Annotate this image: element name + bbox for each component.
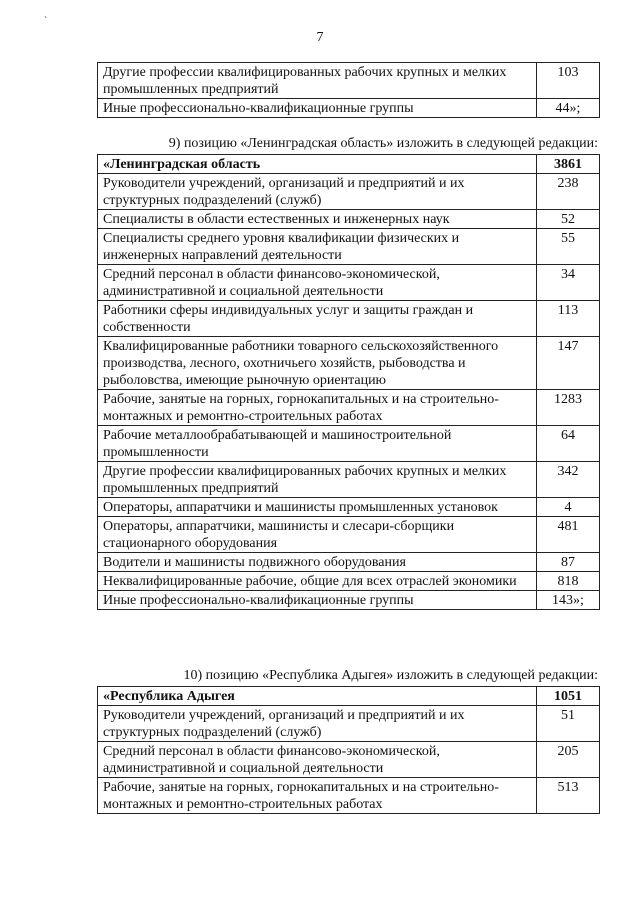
quota-value: 87 [537,553,600,572]
table-body [98,687,600,814]
quota-value: 55 [537,229,600,265]
quota-value: 143»; [537,591,600,610]
table-row [98,229,600,265]
region-name: «Республика Адыгея [98,687,537,706]
table-row [98,517,600,553]
table-row [98,63,600,99]
quota-value: 113 [537,301,600,337]
scan-mark: ` [44,16,48,27]
profession-group: Средний персонал в области финансово-экономической, административной и социальной деятельности [98,265,537,301]
quota-value: 481 [537,517,600,553]
table-row [98,572,600,591]
profession-group: Водители и машинисты подвижного оборудования [98,553,537,572]
profession-group: Руководители учреждений, организаций и предприятий и их структурных подразделений (служб) [98,706,537,742]
table-row [98,778,600,814]
section-9-intro: 9) позицию «Ленинградская область» изложить в следующей редакции: [168,136,598,151]
profession-group: Рабочие, занятые на горных, горнокапитальных и на строительно-монтажных и ремонтно-строительных работах [98,390,537,426]
table-row [98,706,600,742]
profession-group: Неквалифицированные рабочие, общие для всех отраслей экономики [98,572,537,591]
page-number: 7 [316,30,324,45]
table-row [98,553,600,572]
profession-group: Другие профессии квалифицированных рабочих крупных и мелких промышленных предприятий [98,63,537,99]
table-leningrad-oblast [97,154,600,610]
quota-value: 44»; [537,99,600,118]
quota-value: 513 [537,778,600,814]
quota-value: 4 [537,498,600,517]
table-row [98,301,600,337]
quota-value: 238 [537,174,600,210]
table-row [98,390,600,426]
table-header-row [98,155,600,174]
quota-value: 147 [537,337,600,390]
quota-value: 205 [537,742,600,778]
profession-group: Специалисты в области естественных и инженерных наук [98,210,537,229]
profession-group: Работники сферы индивидуальных услуг и защиты граждан и собственности [98,301,537,337]
profession-group: Руководители учреждений, организаций и предприятий и их структурных подразделений (служб) [98,174,537,210]
quota-value: 103 [537,63,600,99]
quota-value: 51 [537,706,600,742]
quota-value: 342 [537,462,600,498]
quota-value: 1283 [537,390,600,426]
profession-group: Специалисты среднего уровня квалификации физических и инженерных направлений деятельности [98,229,537,265]
quota-value: 52 [537,210,600,229]
table-body [98,155,600,610]
table-row [98,337,600,390]
profession-group: Операторы, аппаратчики, машинисты и слесари-сборщики стационарного оборудования [98,517,537,553]
table-row [98,742,600,778]
table-row [98,591,600,610]
table-row [98,265,600,301]
profession-group: Средний персонал в области финансово-экономической, административной и социальной деятельности [98,742,537,778]
region-total: 1051 [537,687,600,706]
table-row [98,498,600,517]
quota-value: 64 [537,426,600,462]
table-republic-adygea [97,686,600,814]
table-body [98,63,600,118]
quota-value: 818 [537,572,600,591]
profession-group: Другие профессии квалифицированных рабочих крупных и мелких промышленных предприятий [98,462,537,498]
region-name: «Ленинградская область [98,155,537,174]
profession-group: Иные профессионально-квалификационные группы [98,99,537,118]
table-row [98,462,600,498]
profession-group: Операторы, аппаратчики и машинисты промышленных установок [98,498,537,517]
region-total: 3861 [537,155,600,174]
table-row [98,210,600,229]
profession-group: Рабочие металлообрабатывающей и машиностроительной промышленности [98,426,537,462]
table-row [98,99,600,118]
table-continuation [97,62,600,118]
profession-group: Иные профессионально-квалификационные группы [98,591,537,610]
profession-group: Рабочие, занятые на горных, горнокапитальных и на строительно-монтажных и ремонтно-строительных работах [98,778,537,814]
profession-group: Квалифицированные работники товарного сельскохозяйственного производства, лесного, охотничьего хозяйств, рыбоводства и рыболовства, имеющие рыночную ориентацию [98,337,537,390]
section-10-intro: 10) позицию «Республика Адыгея» изложить в следующей редакции: [183,668,598,683]
table-row [98,174,600,210]
table-header-row [98,687,600,706]
table-row [98,426,600,462]
quota-value: 34 [537,265,600,301]
